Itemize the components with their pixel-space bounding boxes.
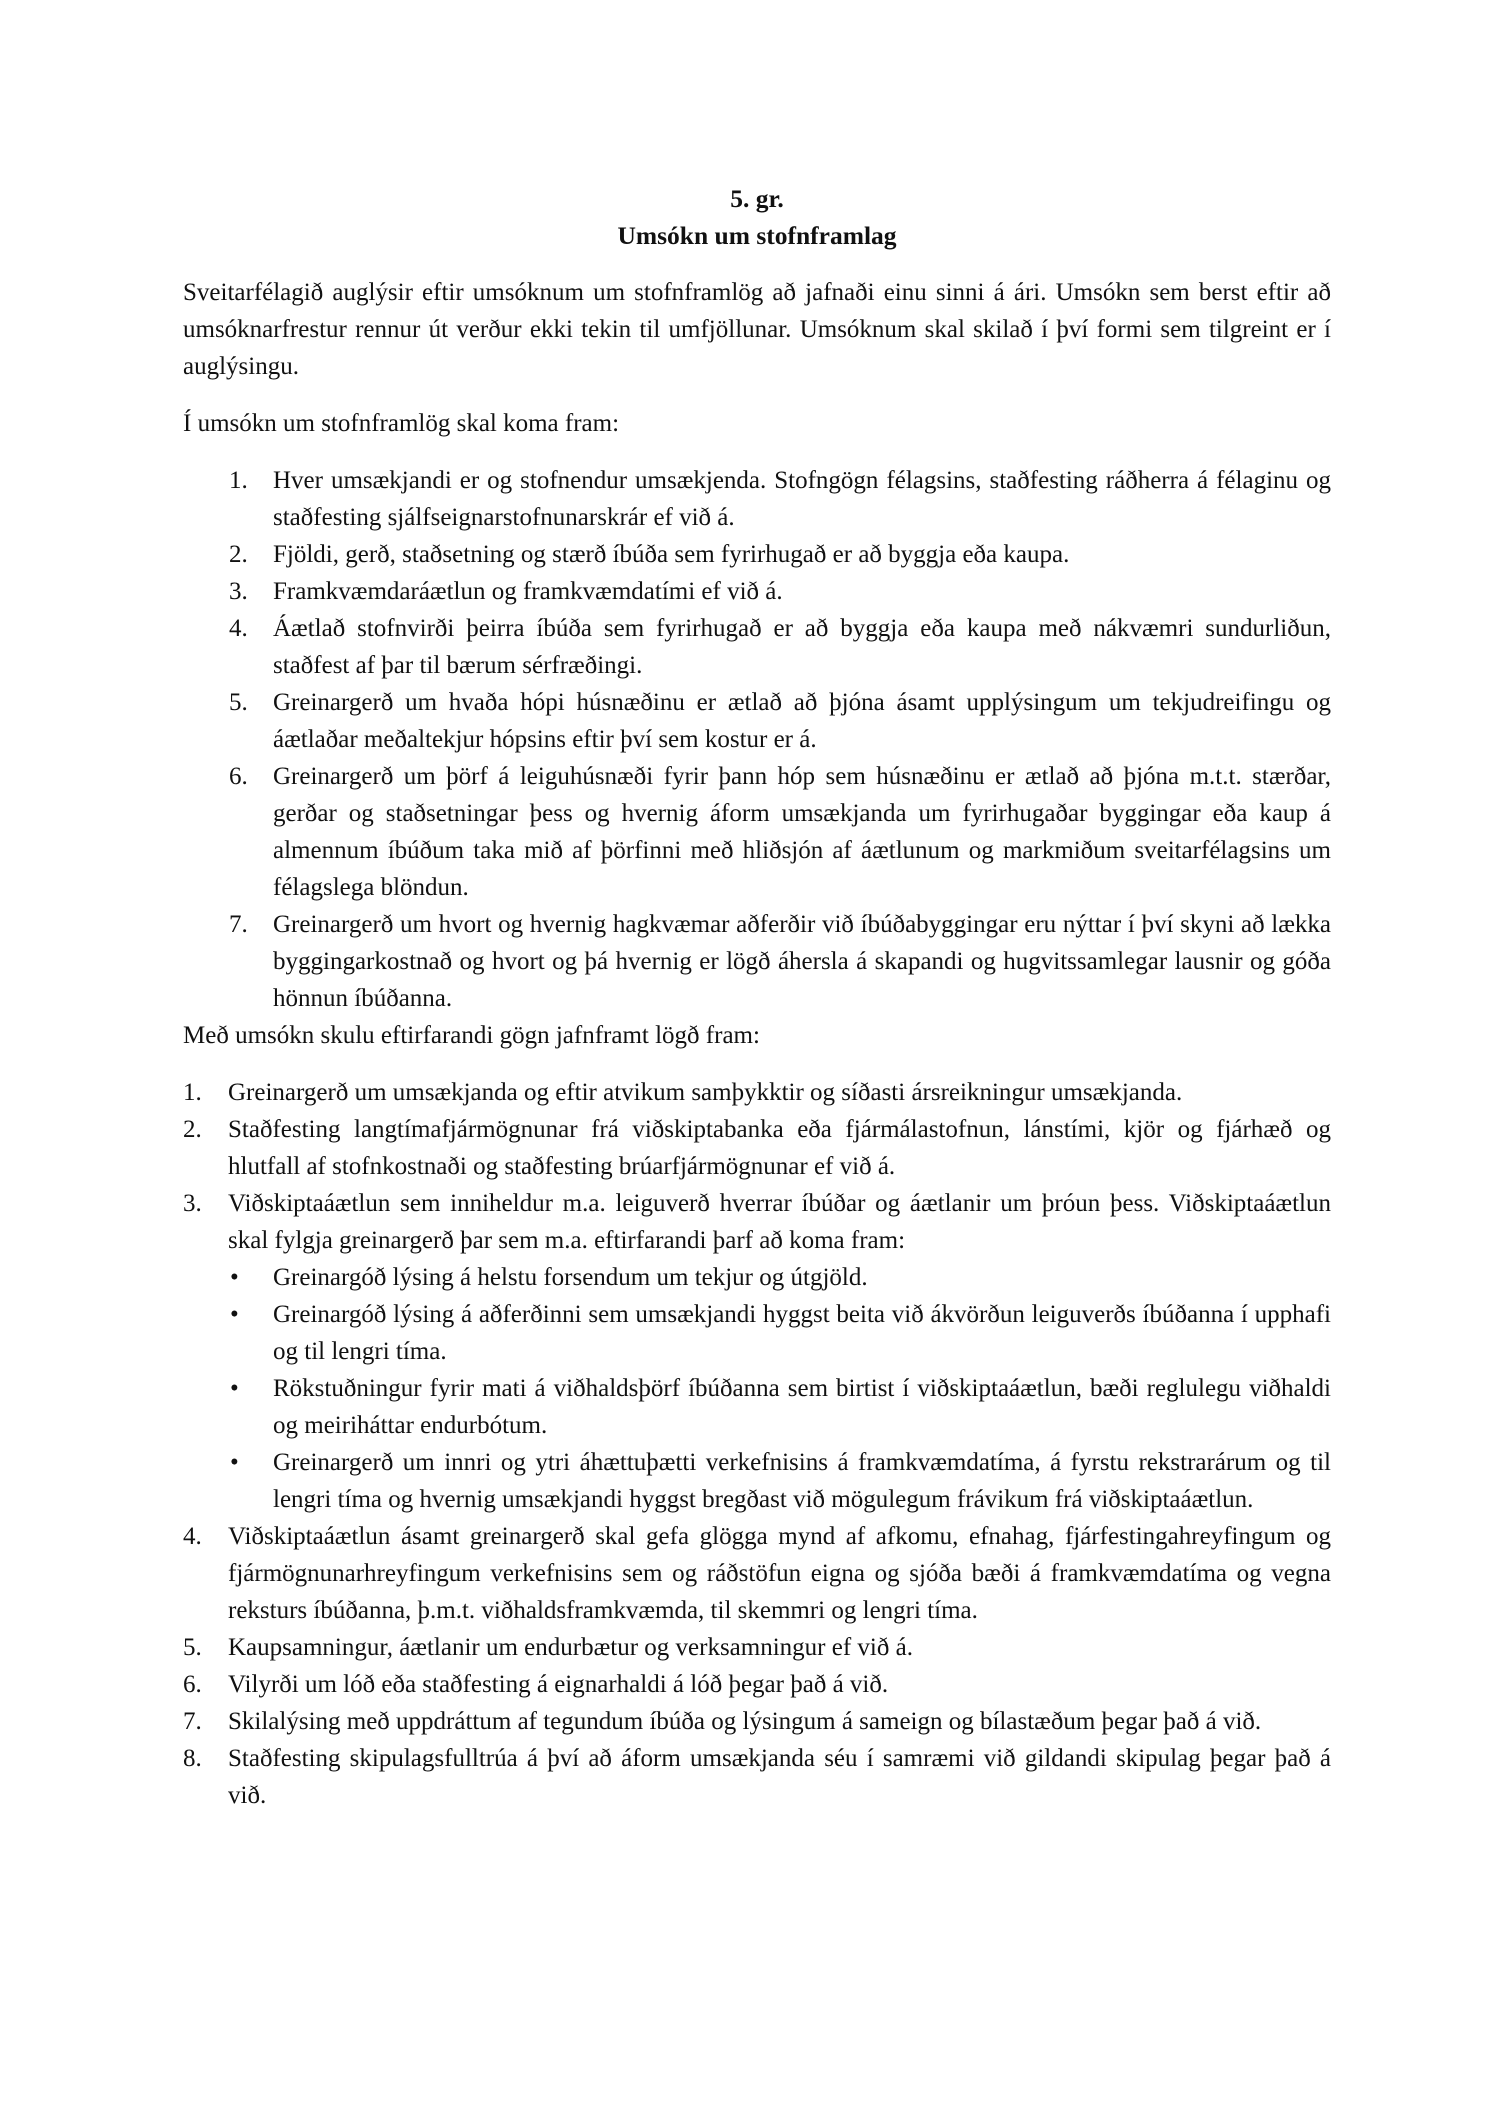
list-item-number: 3. <box>183 1190 202 1217</box>
list-item-number: 4. <box>229 615 248 642</box>
bullet-icon: • <box>230 1264 239 1291</box>
bullet-item-text: Greinargóð lýsing á helstu forsendum um tekjur og útgjöld. <box>273 1264 868 1291</box>
list-item-number: 5. <box>183 1634 202 1661</box>
list-item-text: Greinargerð um þörf á leiguhúsnæði fyrir þann hóp sem húsnæðinu er ætlað að þjóna m.t.t. stærðar, gerðar og staðsetningar þess og hvernig áform umsækjanda um fyrirhugaðar byggingar eða kaup á almennum íbúðum taka mið af þörfinni með hliðsjón af áætlunum og markmiðum sveitarfélagsins um félagslega blöndun. <box>273 763 1331 901</box>
documents-intro: Með umsókn skulu eftirfarandi gögn jafnframt lögð fram: <box>183 1022 760 1049</box>
bullet-item <box>228 1296 1331 1370</box>
document-page <box>183 180 1331 1814</box>
list-item <box>183 610 1331 684</box>
list-item <box>183 573 1331 610</box>
list-item-number: 7. <box>229 911 248 938</box>
list-item <box>183 536 1331 573</box>
list-item <box>183 1703 1331 1740</box>
list-item-number: 1. <box>229 467 248 494</box>
supporting-documents-list <box>183 1074 1331 1814</box>
bullet-item <box>228 1259 1331 1296</box>
list-item-number: 3. <box>229 578 248 605</box>
list-item-text: Skilalýsing með uppdráttum af tegundum íbúða og lýsingum á sameign og bílastæðum þegar það á við. <box>228 1708 1262 1735</box>
section-number: 5. gr. <box>730 184 784 213</box>
list-item <box>183 1666 1331 1703</box>
application-requirements-list <box>183 462 1331 1017</box>
bullet-icon: • <box>230 1375 239 1402</box>
list-item-text: Viðskiptaáætlun ásamt greinargerð skal gefa glögga mynd af afkomu, efnahag, fjárfestingahreyfingum og fjármögnunarhreyfingum verkefnisins sem og ráðstöfun eigna og sjóða bæði á framkvæmdatíma og vegna reksturs íbúðanna, þ.m.t. viðhaldsframkvæmda, til skemmri og lengri tíma. <box>228 1523 1331 1624</box>
bullet-item-text: Rökstuðningur fyrir mati á viðhaldsþörf íbúðanna sem birtist í viðskiptaáætlun, bæði reglulegu viðhaldi og meiriháttar endurbótum. <box>273 1375 1331 1439</box>
list-item <box>183 906 1331 1017</box>
business-plan-bullet-list <box>228 1259 1331 1518</box>
bullet-item <box>228 1370 1331 1444</box>
list-item <box>183 1629 1331 1666</box>
list-item-number: 2. <box>229 541 248 568</box>
list-item <box>183 1518 1331 1629</box>
list-item-number: 6. <box>229 763 248 790</box>
bullet-icon: • <box>230 1301 239 1328</box>
list-item <box>183 1740 1331 1814</box>
list-item <box>183 684 1331 758</box>
list-item-text: Áætlað stofnvirði þeirra íbúða sem fyrirhugað er að byggja eða kaupa með nákvæmri sundurliðun, staðfest af þar til bærum sérfræðingi. <box>273 615 1331 679</box>
list-item-number: 1. <box>183 1079 202 1106</box>
list-item-text: Kaupsamningur, áætlanir um endurbætur og verksamningur ef við á. <box>228 1634 913 1661</box>
list-item-text: Staðfesting skipulagsfulltrúa á því að áform umsækjanda séu í samræmi við gildandi skipulag þegar það á við. <box>228 1745 1331 1809</box>
list-item-text: Vilyrði um lóð eða staðfesting á eignarhaldi á lóð þegar það á við. <box>228 1671 889 1698</box>
list-item <box>183 1185 1331 1518</box>
bullet-item <box>228 1444 1331 1518</box>
list-item-text: Greinargerð um umsækjanda og eftir atvikum samþykktir og síðasti ársreikningur umsækjanda. <box>228 1079 1183 1106</box>
list-item <box>183 1111 1331 1185</box>
list-item-text: Greinargerð um hvort og hvernig hagkvæmar aðferðir við íbúðabyggingar eru nýttar í því skyni að lækka byggingarkostnað og hvort og þá hvernig er lögð áhersla á skapandi og hugvitssamlegar lausnir og góða hönnun íbúðanna. <box>273 911 1331 1012</box>
list-item-text: Greinargerð um hvaða hópi húsnæðinu er ætlað að þjóna ásamt upplýsingum um tekjudreifingu og áætlaðar meðaltekjur hópsins eftir því sem kostur er á. <box>273 689 1331 753</box>
list-item <box>183 758 1331 906</box>
application-intro: Í umsókn um stofnframlög skal koma fram: <box>183 410 620 437</box>
list-item-text: Staðfesting langtímafjármögnunar frá viðskiptabanka eða fjármálastofnun, lánstími, kjör og fjárhæð og hlutfall af stofnkostnaði og staðfesting brúarfjármögnunar ef við á. <box>228 1116 1331 1180</box>
bullet-icon: • <box>230 1449 239 1476</box>
list-item-number: 5. <box>229 689 248 716</box>
list-item-text: Framkvæmdaráætlun og framkvæmdatími ef við á. <box>273 578 783 605</box>
list-item-number: 4. <box>183 1523 202 1550</box>
list-item-text: Viðskiptaáætlun sem inniheldur m.a. leiguverð hverrar íbúðar og áætlanir um þróun þess. Viðskiptaáætlun skal fylgja greinargerð þar sem m.a. eftirfarandi þarf að koma fram: <box>228 1190 1331 1254</box>
section-title: Umsókn um stofnframlag <box>617 221 897 250</box>
bullet-item-text: Greinargerð um innri og ytri áhættuþætti verkefnisins á framkvæmdatíma, á fyrstu rekstrarárum og til lengri tíma og hvernig umsækjandi hyggst bregðast við mögulegum frávikum frá viðskiptaáætlun. <box>273 1449 1331 1513</box>
list-item-number: 2. <box>183 1116 202 1143</box>
list-item-number: 7. <box>183 1708 202 1735</box>
intro-paragraph: Sveitarfélagið auglýsir eftir umsóknum um stofnframlög að jafnaði einu sinni á ári. Umsókn sem berst eftir að umsóknarfrestur rennur út verður ekki tekin til umfjöllunar. Umsóknum skal skilað í því formi sem tilgreint er í auglýsingu. <box>183 279 1331 380</box>
list-item <box>183 462 1331 536</box>
bullet-item-text: Greinargóð lýsing á aðferðinni sem umsækjandi hyggst beita við ákvörðun leiguverðs íbúðanna í upphafi og til lengri tíma. <box>273 1301 1331 1365</box>
list-item-text: Hver umsækjandi er og stofnendur umsækjenda. Stofngögn félagsins, staðfesting ráðherra á félaginu og staðfesting sjálfseignarstofnunarskrár ef við á. <box>273 467 1331 531</box>
list-item-number: 6. <box>183 1671 202 1698</box>
list-item-number: 8. <box>183 1745 202 1772</box>
list-item <box>183 1074 1331 1111</box>
list-item-text: Fjöldi, gerð, staðsetning og stærð íbúða sem fyrirhugað er að byggja eða kaupa. <box>273 541 1070 568</box>
